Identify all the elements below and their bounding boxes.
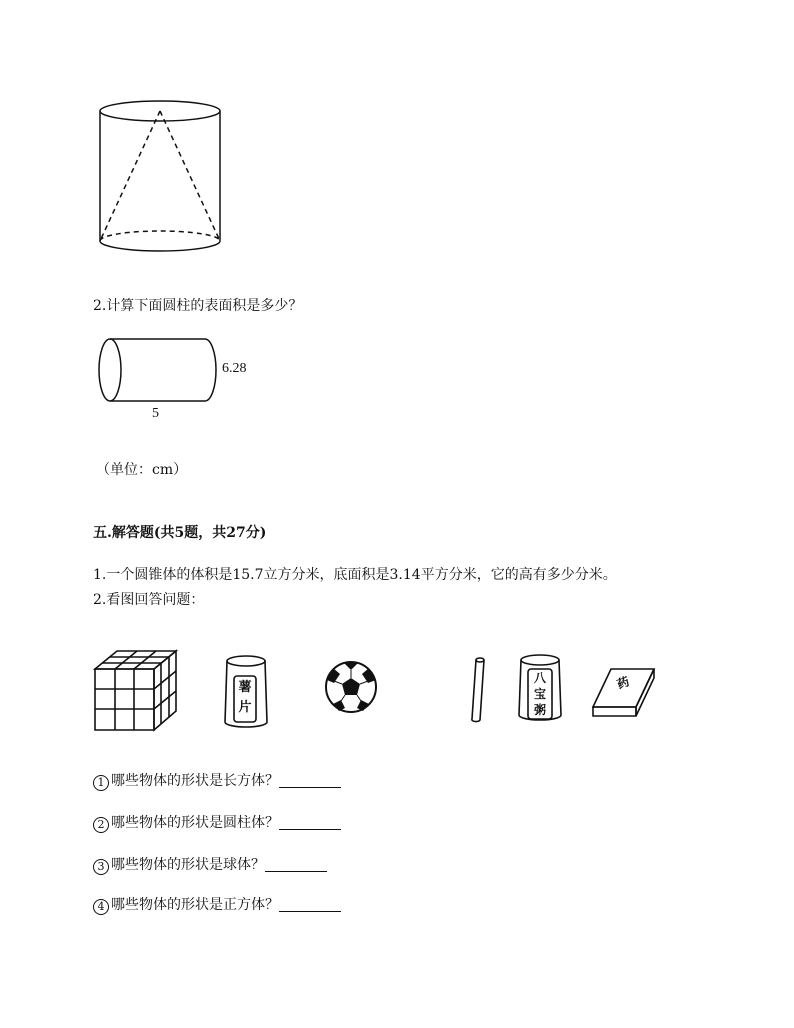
subquestion-3	[93, 856, 327, 875]
subquestion-1	[93, 772, 341, 791]
question-2-title: 2.计算下面圆柱的表面积是多少？	[93, 298, 303, 314]
subquestion-text: 哪些物体的形状是长方体？	[111, 773, 279, 789]
subquestion-text: 哪些物体的形状是正方体？	[111, 897, 279, 913]
subquestion-2	[93, 814, 341, 833]
section-5-heading: 五.解答题(共5题，共27分)	[93, 525, 267, 541]
stick-icon	[472, 658, 484, 722]
subquestion-text: 哪些物体的形状是球体？	[111, 857, 265, 873]
section-5-question-1: 1.一个圆锥体的体积是15.7立方分米，底面积是3.14平方分米，它的高有多少分米。	[93, 567, 617, 583]
answer-blank[interactable]	[279, 897, 341, 912]
subquestion-4	[93, 896, 341, 915]
cylinder-height-label: 6.28	[222, 361, 247, 376]
circled-number: 4	[93, 899, 109, 915]
chips-can-label: 薯片	[238, 680, 252, 715]
answer-blank[interactable]	[279, 773, 341, 788]
answer-blank[interactable]	[279, 815, 341, 830]
unit-note: （单位：cm）	[96, 462, 188, 478]
porridge-can-label: 八宝粥	[533, 671, 546, 717]
circled-number: 2	[93, 817, 109, 833]
subquestion-text: 哪些物体的形状是圆柱体？	[111, 815, 279, 831]
soccer-ball-icon	[326, 662, 376, 712]
section-5-question-2: 2.看图回答问题：	[93, 592, 205, 608]
medicine-box-label: 药	[615, 674, 632, 692]
circled-number: 1	[93, 775, 109, 791]
cylinder-length-label: 5	[152, 406, 159, 421]
circled-number: 3	[93, 859, 109, 875]
answer-blank[interactable]	[265, 857, 327, 872]
rubiks-cube-icon	[95, 651, 176, 730]
